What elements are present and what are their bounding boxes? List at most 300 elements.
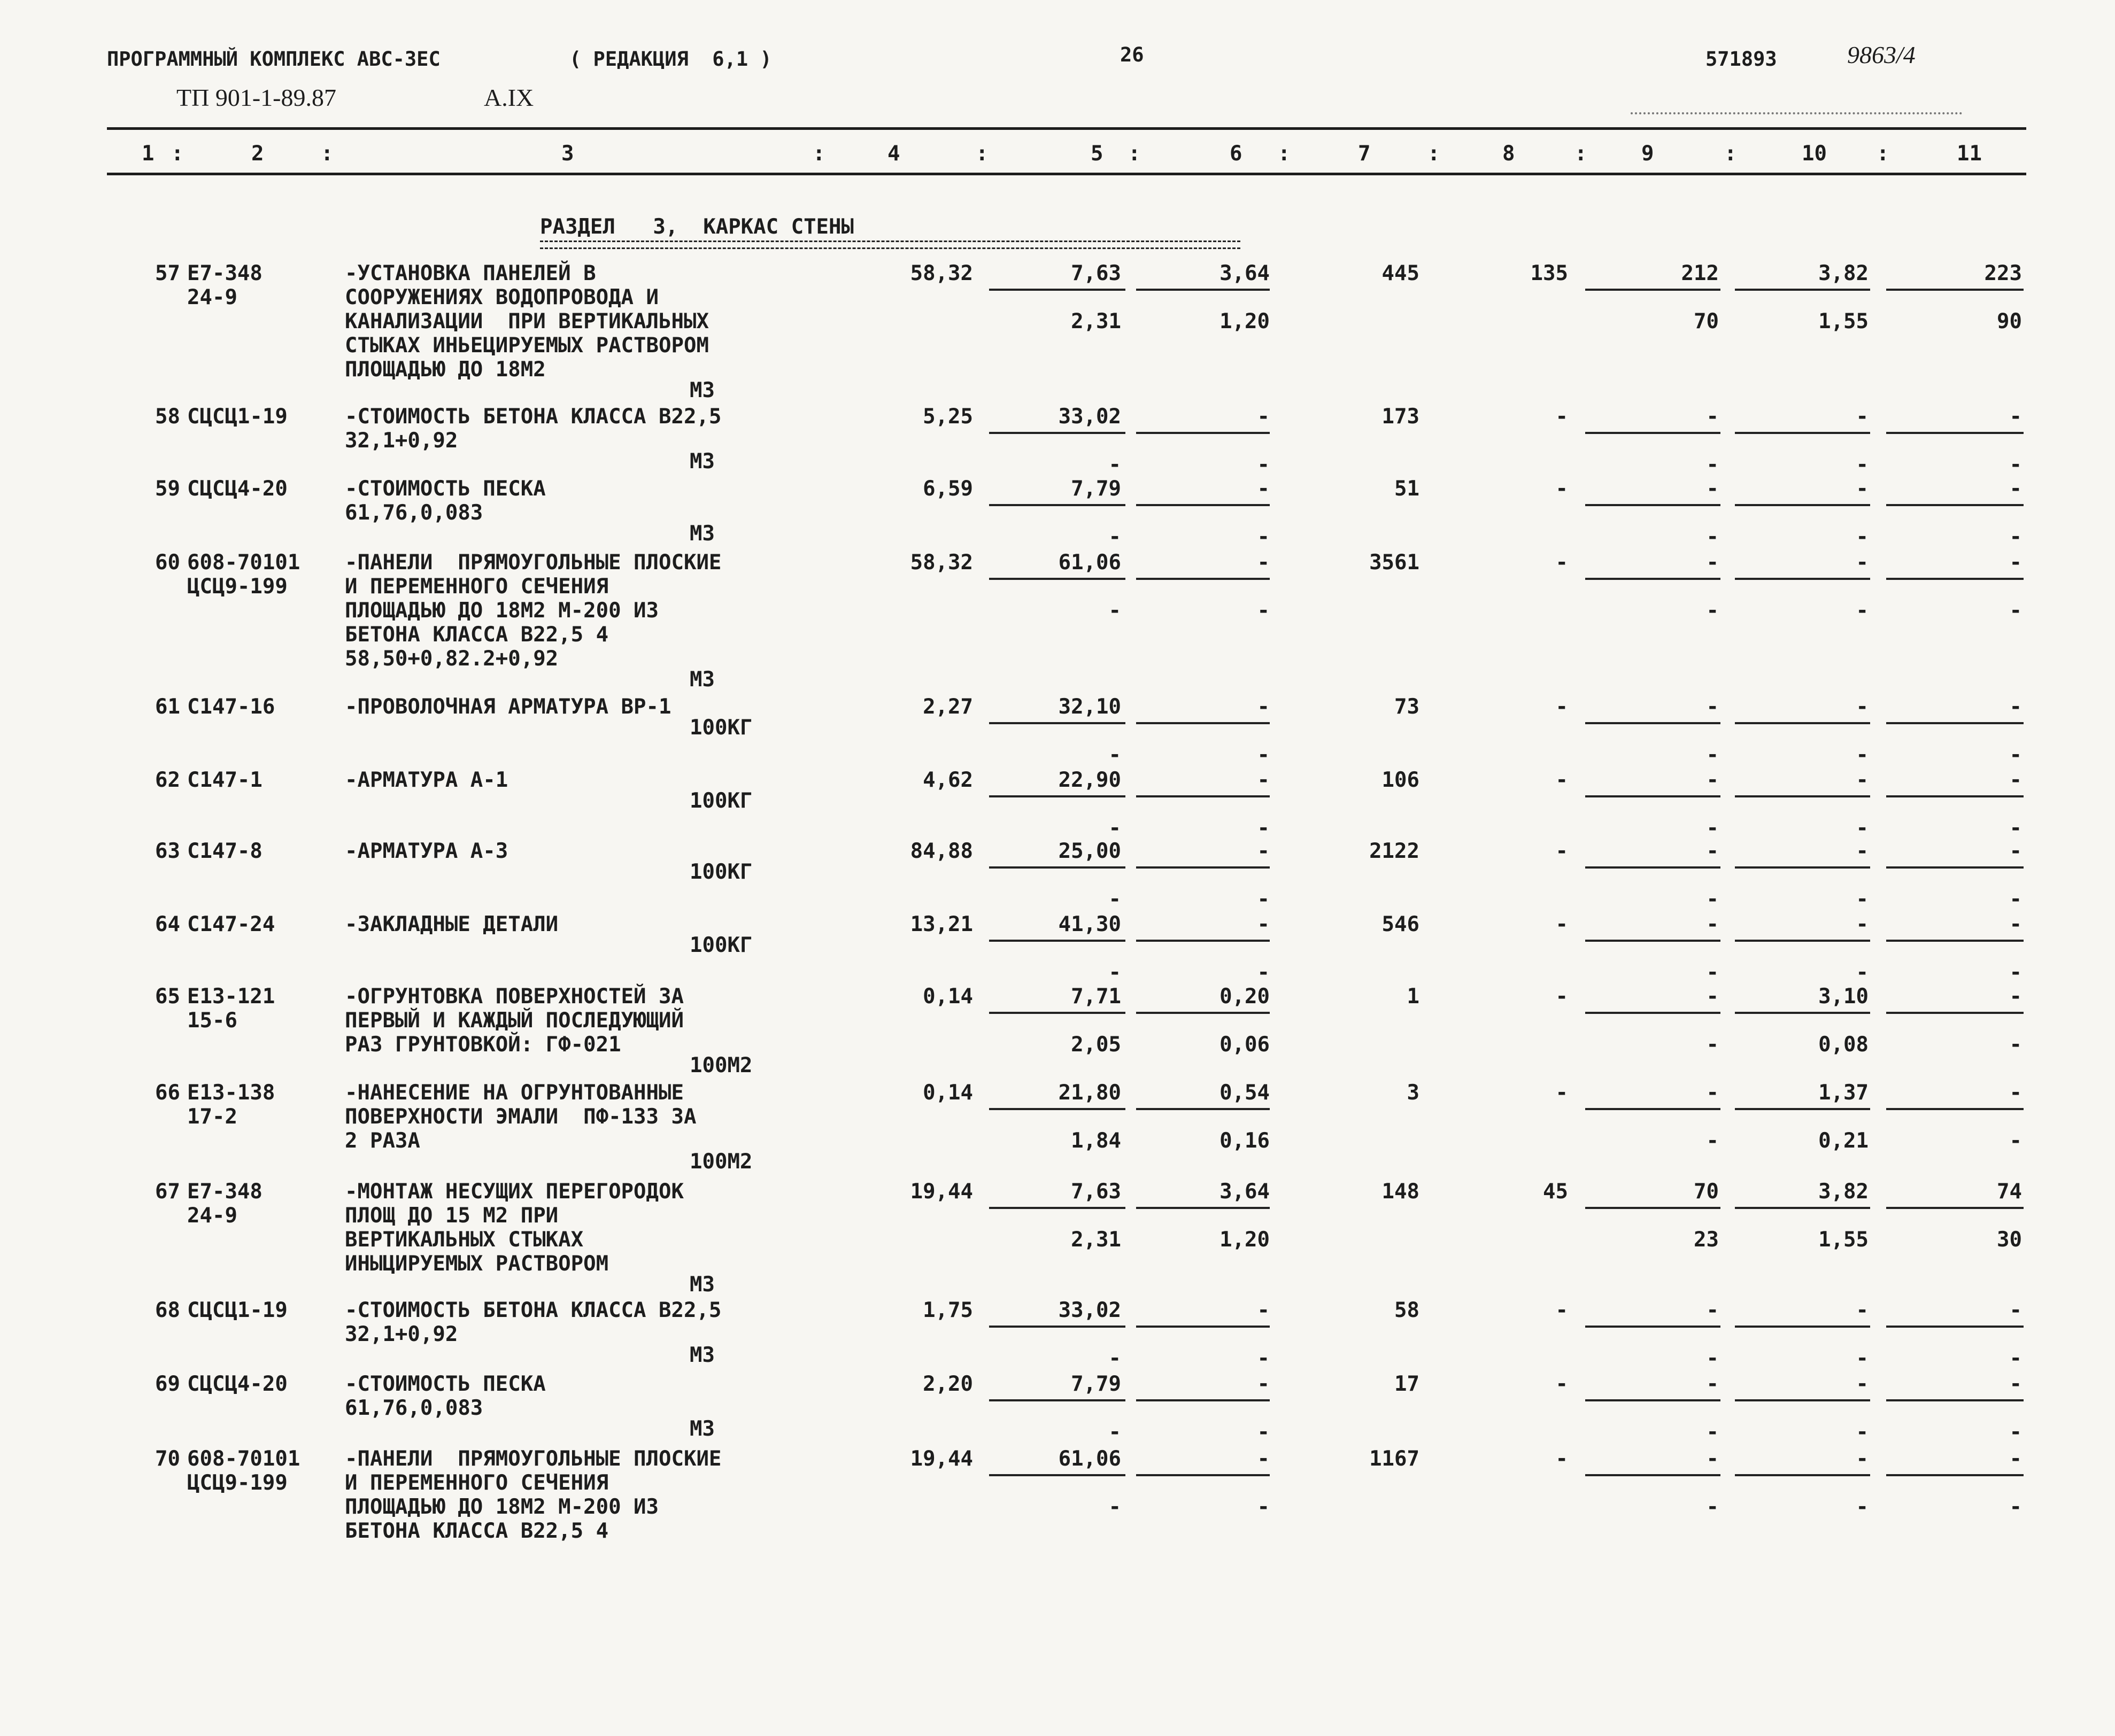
row-c9-fraction-line xyxy=(1585,1012,1720,1014)
row-qty: 0,14 xyxy=(923,985,973,1009)
row-c10-bottom: - xyxy=(1856,525,1869,549)
row-description: РАЗ ГРУНТОВКОЙ: ГФ-021 xyxy=(345,1033,621,1057)
row-c10-top: - xyxy=(1856,405,1869,429)
row-c6-top: 0,20 xyxy=(1219,985,1270,1009)
row-c10-fraction-line xyxy=(1735,722,1870,724)
row-col7: 1 xyxy=(1407,985,1419,1009)
row-c11-fraction-line xyxy=(1886,1012,2024,1014)
row-c11-fraction-line xyxy=(1886,1108,2024,1110)
column-number: 10 xyxy=(1802,142,1827,166)
row-c9-bottom: - xyxy=(1706,960,1719,985)
row-col7: 148 xyxy=(1381,1180,1419,1204)
column-number: 3 xyxy=(561,142,574,166)
project-code: ТП 901-1-89.87 xyxy=(176,84,336,111)
row-col8: - xyxy=(1555,912,1568,936)
row-c10-bottom: - xyxy=(1856,960,1869,985)
row-description: 58,50+0,82.2+0,92 xyxy=(345,647,559,671)
row-c10-top: - xyxy=(1856,768,1869,792)
row-c10-bottom: - xyxy=(1856,599,1869,623)
row-code: Е13-121 xyxy=(187,985,275,1009)
row-c5-bottom: 2,05 xyxy=(1071,1033,1121,1057)
row-description: -ОГРУНТОВКА ПОВЕРХНОСТЕЙ ЗА xyxy=(345,985,684,1009)
row-code: С147-16 xyxy=(187,695,275,719)
row-c10-bottom: 0,08 xyxy=(1818,1033,1869,1057)
row-qty: 19,44 xyxy=(910,1447,973,1471)
row-c6-fraction-line xyxy=(1136,1326,1270,1328)
row-c5-top: 7,63 xyxy=(1071,1180,1121,1204)
row-col7: 546 xyxy=(1381,912,1419,936)
row-number: 66 xyxy=(155,1081,180,1105)
row-c5-bottom: - xyxy=(1108,599,1121,623)
row-c10-top: - xyxy=(1856,695,1869,719)
row-qty: 2,20 xyxy=(923,1372,973,1396)
row-c11-bottom: - xyxy=(2009,525,2022,549)
column-number: 8 xyxy=(1502,142,1515,166)
column-number: 5 xyxy=(1091,142,1103,166)
row-c5-fraction-line xyxy=(989,578,1125,580)
row-description: 32,1+0,92 xyxy=(345,1322,458,1346)
row-unit: М3 xyxy=(690,1343,715,1367)
row-c10-top: - xyxy=(1856,912,1869,936)
row-c10-bottom: 1,55 xyxy=(1818,309,1869,334)
row-c6-top: - xyxy=(1257,695,1270,719)
row-description: ПЛОЩАДЬЮ ДО 18М2 М-200 ИЗ xyxy=(345,599,659,623)
row-code: ЦСЦ9-199 xyxy=(187,575,288,599)
row-description: ПЕРВЫЙ И КАЖДЫЙ ПОСЛЕДУЮЩИЙ xyxy=(345,1009,684,1033)
row-c5-fraction-line xyxy=(989,722,1125,724)
row-col7: 3561 xyxy=(1369,551,1419,575)
column-number: 7 xyxy=(1358,142,1371,166)
row-c6-fraction-line xyxy=(1136,1399,1270,1401)
row-c5-fraction-line xyxy=(989,1474,1125,1476)
row-qty: 58,32 xyxy=(910,551,973,575)
row-c6-fraction-line xyxy=(1136,866,1270,869)
row-c10-fraction-line xyxy=(1735,940,1870,942)
row-description: -СТОИМОСТЬ ПЕСКА xyxy=(345,1372,546,1396)
column-separator: : xyxy=(1278,142,1291,166)
row-c10-top: - xyxy=(1856,1372,1869,1396)
row-c11-fraction-line xyxy=(1886,1207,2024,1209)
row-code: 608-70101 xyxy=(187,551,300,575)
column-number: 2 xyxy=(251,142,264,166)
row-c9-top: - xyxy=(1706,405,1719,429)
column-number: 1 xyxy=(142,142,155,166)
row-c6-bottom: - xyxy=(1257,525,1270,549)
row-c11-top: - xyxy=(2009,1372,2022,1396)
row-number: 60 xyxy=(155,551,180,575)
row-c10-fraction-line xyxy=(1735,1326,1870,1328)
edition: ( РЕДАКЦИЯ 6,1 ) xyxy=(569,48,772,71)
row-c9-top: - xyxy=(1706,695,1719,719)
row-c6-bottom: - xyxy=(1257,887,1270,911)
row-c6-top: - xyxy=(1257,551,1270,575)
row-qty: 84,88 xyxy=(910,839,973,863)
row-unit: М3 xyxy=(690,668,715,692)
row-c5-bottom: - xyxy=(1108,1346,1121,1370)
row-c9-fraction-line xyxy=(1585,289,1720,291)
row-c6-fraction-line xyxy=(1136,432,1270,434)
column-number: 11 xyxy=(1957,142,1982,166)
row-c9-fraction-line xyxy=(1585,1399,1720,1401)
row-c6-bottom: 0,06 xyxy=(1219,1033,1270,1057)
row-col7: 1167 xyxy=(1369,1447,1419,1471)
row-code: 24-9 xyxy=(187,285,237,309)
row-description: -СТОИМОСТЬ БЕТОНА КЛАССА В22,5 xyxy=(345,405,722,429)
row-c11-fraction-line xyxy=(1886,504,2024,506)
row-code: Е13-138 xyxy=(187,1081,275,1105)
row-col7: 17 xyxy=(1394,1372,1419,1396)
column-separator: : xyxy=(1724,142,1737,166)
row-c6-fraction-line xyxy=(1136,289,1270,291)
row-c9-top: - xyxy=(1706,1298,1719,1322)
row-c5-fraction-line xyxy=(989,940,1125,942)
row-c9-fraction-line xyxy=(1585,722,1720,724)
row-c5-top: 61,06 xyxy=(1058,551,1121,575)
row-c11-top: - xyxy=(2009,695,2022,719)
row-c6-fraction-line xyxy=(1136,795,1270,797)
row-c6-top: 3,64 xyxy=(1219,261,1270,285)
row-code: С147-8 xyxy=(187,839,263,863)
row-col8: - xyxy=(1555,551,1568,575)
row-c5-top: 7,63 xyxy=(1071,261,1121,285)
row-number: 59 xyxy=(155,477,180,501)
row-c10-bottom: - xyxy=(1856,453,1869,477)
row-description: -ЗАКЛАДНЫЕ ДЕТАЛИ xyxy=(345,912,559,936)
row-description: БЕТОНА КЛАССА В22,5 4 xyxy=(345,1519,609,1543)
row-c9-top: - xyxy=(1706,1081,1719,1105)
row-description: -МОНТАЖ НЕСУЩИХ ПЕРЕГОРОДОК xyxy=(345,1180,684,1204)
row-c11-top: - xyxy=(2009,405,2022,429)
row-c9-bottom: - xyxy=(1706,453,1719,477)
row-description: -АРМАТУРА А-1 xyxy=(345,768,508,792)
row-number: 65 xyxy=(155,985,180,1009)
row-description: ПЛОЩ ДО 15 М2 ПРИ xyxy=(345,1204,559,1228)
row-code: ЦСЦ9-199 xyxy=(187,1471,288,1495)
row-col7: 58 xyxy=(1394,1298,1419,1322)
row-c5-bottom: - xyxy=(1108,887,1121,911)
row-description: ПЛОЩАДЬЮ ДО 18М2 xyxy=(345,358,546,382)
row-c6-bottom: - xyxy=(1257,1420,1270,1444)
row-c9-bottom: - xyxy=(1706,887,1719,911)
row-c11-top: - xyxy=(2009,1447,2022,1471)
dotted-line xyxy=(1631,112,1962,114)
row-c5-fraction-line xyxy=(989,795,1125,797)
row-description: ПОВЕРХНОСТИ ЭМАЛИ ПФ-133 ЗА xyxy=(345,1105,697,1129)
row-c6-fraction-line xyxy=(1136,1108,1270,1110)
row-c5-fraction-line xyxy=(989,1207,1125,1209)
row-description: -ПАНЕЛИ ПРЯМОУГОЛЬНЫЕ ПЛОСКИЕ xyxy=(345,551,722,575)
row-c10-fraction-line xyxy=(1735,578,1870,580)
row-c11-fraction-line xyxy=(1886,1326,2024,1328)
row-c6-top: - xyxy=(1257,1298,1270,1322)
row-c10-fraction-line xyxy=(1735,504,1870,506)
row-c6-fraction-line xyxy=(1136,940,1270,942)
row-unit: М3 xyxy=(690,1417,715,1441)
row-c10-bottom: - xyxy=(1856,1495,1869,1519)
row-unit: 100КГ xyxy=(690,716,753,740)
row-description: И ПЕРЕМЕННОГО СЕЧЕНИЯ xyxy=(345,575,609,599)
row-description: -УСТАНОВКА ПАНЕЛЕЙ В xyxy=(345,261,596,285)
column-separator: : xyxy=(321,142,334,166)
row-c10-bottom: - xyxy=(1856,1346,1869,1370)
row-c5-bottom: - xyxy=(1108,816,1121,840)
row-description: КАНАЛИЗАЦИИ ПРИ ВЕРТИКАЛЬНЫХ xyxy=(345,309,709,334)
row-c5-top: 33,02 xyxy=(1058,1298,1121,1322)
row-c9-fraction-line xyxy=(1585,1474,1720,1476)
row-c6-bottom: - xyxy=(1257,599,1270,623)
row-c10-bottom: - xyxy=(1856,816,1869,840)
row-c9-bottom: - xyxy=(1706,525,1719,549)
row-c11-top: - xyxy=(2009,1298,2022,1322)
row-c11-bottom: - xyxy=(2009,960,2022,985)
row-c9-fraction-line xyxy=(1585,795,1720,797)
row-c9-bottom: 70 xyxy=(1694,309,1719,334)
row-c9-fraction-line xyxy=(1585,432,1720,434)
row-c11-fraction-line xyxy=(1886,289,2024,291)
row-c9-top: 212 xyxy=(1681,261,1719,285)
column-number: 4 xyxy=(887,142,900,166)
row-c6-bottom: - xyxy=(1257,1346,1270,1370)
row-c5-fraction-line xyxy=(989,1108,1125,1110)
row-code: Е7-348 xyxy=(187,1180,263,1204)
row-col7: 73 xyxy=(1394,695,1419,719)
row-c10-top: - xyxy=(1856,477,1869,501)
row-c9-bottom: - xyxy=(1706,1420,1719,1444)
row-qty: 13,21 xyxy=(910,912,973,936)
row-c9-top: - xyxy=(1706,477,1719,501)
column-separator: : xyxy=(976,142,989,166)
row-c5-fraction-line xyxy=(989,1326,1125,1328)
row-c11-bottom: - xyxy=(2009,1129,2022,1153)
row-c9-fraction-line xyxy=(1585,940,1720,942)
row-c10-top: 3,82 xyxy=(1818,261,1869,285)
row-c10-fraction-line xyxy=(1735,1399,1870,1401)
row-c5-top: 22,90 xyxy=(1058,768,1121,792)
row-c9-fraction-line xyxy=(1585,578,1720,580)
row-c5-bottom: 1,84 xyxy=(1071,1129,1121,1153)
row-description: 61,76,0,083 xyxy=(345,501,483,525)
row-c9-fraction-line xyxy=(1585,866,1720,869)
row-c9-top: - xyxy=(1706,1447,1719,1471)
row-qty: 0,14 xyxy=(923,1081,973,1105)
row-c6-fraction-line xyxy=(1136,722,1270,724)
row-number: 64 xyxy=(155,912,180,936)
row-col8: - xyxy=(1555,477,1568,501)
row-c9-bottom: - xyxy=(1706,1346,1719,1370)
row-description: -СТОИМОСТЬ ПЕСКА xyxy=(345,477,546,501)
row-code: С147-1 xyxy=(187,768,263,792)
row-c6-fraction-line xyxy=(1136,1207,1270,1209)
row-qty: 6,59 xyxy=(923,477,973,501)
row-code: Е7-348 xyxy=(187,261,263,285)
row-c9-top: - xyxy=(1706,768,1719,792)
row-c10-fraction-line xyxy=(1735,1474,1870,1476)
row-c5-bottom: - xyxy=(1108,1420,1121,1444)
row-number: 68 xyxy=(155,1298,180,1322)
row-c10-fraction-line xyxy=(1735,866,1870,869)
row-description: И ПЕРЕМЕННОГО СЕЧЕНИЯ xyxy=(345,1471,609,1495)
row-unit: 100КГ xyxy=(690,933,753,957)
row-col7: 106 xyxy=(1381,768,1419,792)
row-c5-fraction-line xyxy=(989,1399,1125,1401)
row-unit: М3 xyxy=(690,449,715,474)
row-c5-top: 7,71 xyxy=(1071,985,1121,1009)
row-c9-top: 70 xyxy=(1694,1180,1719,1204)
row-c6-fraction-line xyxy=(1136,1012,1270,1014)
row-c6-top: 0,54 xyxy=(1219,1081,1270,1105)
row-c5-top: 25,00 xyxy=(1058,839,1121,863)
row-c5-top: 7,79 xyxy=(1071,1372,1121,1396)
page-number: 26 xyxy=(1120,43,1144,66)
row-c11-bottom: - xyxy=(2009,1346,2022,1370)
row-description: -НАНЕСЕНИЕ НА ОГРУНТОВАННЫЕ xyxy=(345,1081,684,1105)
row-description: -ПАНЕЛИ ПРЯМОУГОЛЬНЫЕ ПЛОСКИЕ xyxy=(345,1447,722,1471)
row-c9-top: - xyxy=(1706,985,1719,1009)
row-col7: 3 xyxy=(1407,1081,1419,1105)
row-c9-bottom: - xyxy=(1706,743,1719,767)
row-c11-top: - xyxy=(2009,768,2022,792)
column-number: 6 xyxy=(1230,142,1242,166)
row-description: -СТОИМОСТЬ БЕТОНА КЛАССА В22,5 xyxy=(345,1298,722,1322)
row-c10-top: - xyxy=(1856,1298,1869,1322)
row-c10-top: - xyxy=(1856,839,1869,863)
row-description: 2 РАЗА xyxy=(345,1129,420,1153)
row-number: 61 xyxy=(155,695,180,719)
row-c11-top: 223 xyxy=(1984,261,2022,285)
row-unit: М3 xyxy=(690,1273,715,1297)
row-unit: 100М2 xyxy=(690,1150,753,1174)
row-c6-bottom: 0,16 xyxy=(1219,1129,1270,1153)
row-c11-bottom: - xyxy=(2009,887,2022,911)
row-c9-top: - xyxy=(1706,839,1719,863)
row-c5-bottom: - xyxy=(1108,960,1121,985)
row-description: -АРМАТУРА А-3 xyxy=(345,839,508,863)
row-code: 24-9 xyxy=(187,1204,237,1228)
row-c10-top: 1,37 xyxy=(1818,1081,1869,1105)
row-c10-bottom: - xyxy=(1856,1420,1869,1444)
row-c5-bottom: 2,31 xyxy=(1071,1228,1121,1252)
row-qty: 58,32 xyxy=(910,261,973,285)
row-code: СЦСЦ4-20 xyxy=(187,1372,288,1396)
row-code: СЦСЦ4-20 xyxy=(187,477,288,501)
row-c6-top: - xyxy=(1257,1447,1270,1471)
row-c11-top: - xyxy=(2009,839,2022,863)
row-c10-top: 3,82 xyxy=(1818,1180,1869,1204)
row-c10-top: - xyxy=(1856,551,1869,575)
row-c9-top: - xyxy=(1706,912,1719,936)
row-c5-top: 33,02 xyxy=(1058,405,1121,429)
row-c9-bottom: - xyxy=(1706,1033,1719,1057)
row-c10-top: 3,10 xyxy=(1818,985,1869,1009)
row-c9-bottom: - xyxy=(1706,1129,1719,1153)
row-c5-bottom: 2,31 xyxy=(1071,309,1121,334)
row-c11-top: 74 xyxy=(1997,1180,2022,1204)
row-c5-fraction-line xyxy=(989,289,1125,291)
row-c9-fraction-line xyxy=(1585,1326,1720,1328)
row-c5-bottom: - xyxy=(1108,453,1121,477)
row-c10-fraction-line xyxy=(1735,1012,1870,1014)
row-col8: 135 xyxy=(1530,261,1568,285)
handwritten-ref: 9863/4 xyxy=(1847,41,1916,68)
row-qty: 5,25 xyxy=(923,405,973,429)
row-col8: 45 xyxy=(1543,1180,1568,1204)
row-number: 58 xyxy=(155,405,180,429)
row-c6-top: - xyxy=(1257,477,1270,501)
row-c5-bottom: - xyxy=(1108,1495,1121,1519)
row-code: С147-24 xyxy=(187,912,275,936)
row-c11-fraction-line xyxy=(1886,1474,2024,1476)
row-c11-fraction-line xyxy=(1886,940,2024,942)
row-c10-fraction-line xyxy=(1735,432,1870,434)
row-c5-bottom: - xyxy=(1108,525,1121,549)
row-c6-bottom: - xyxy=(1257,1495,1270,1519)
row-c6-top: - xyxy=(1257,839,1270,863)
row-c9-top: - xyxy=(1706,551,1719,575)
row-col7: 173 xyxy=(1381,405,1419,429)
row-c11-bottom: - xyxy=(2009,1033,2022,1057)
program-name: ПРОГРАММНЫЙ КОМПЛЕКС АВС-3ЕС xyxy=(107,48,441,71)
row-c11-bottom: 30 xyxy=(1997,1228,2022,1252)
row-c10-bottom: - xyxy=(1856,743,1869,767)
row-col7: 445 xyxy=(1381,261,1419,285)
row-qty: 1,75 xyxy=(923,1298,973,1322)
column-number: 9 xyxy=(1641,142,1654,166)
row-unit: М3 xyxy=(690,522,715,546)
row-c6-top: - xyxy=(1257,1372,1270,1396)
doc-number: 571893 xyxy=(1705,48,1777,71)
row-col8: - xyxy=(1555,985,1568,1009)
row-col7: 2122 xyxy=(1369,839,1419,863)
row-c6-top: - xyxy=(1257,405,1270,429)
row-description: ВЕРТИКАЛЬНЫХ СТЫКАХ xyxy=(345,1228,584,1252)
row-c6-bottom: - xyxy=(1257,743,1270,767)
section-underline xyxy=(540,241,1240,249)
row-c6-fraction-line xyxy=(1136,1474,1270,1476)
header-rule-bottom xyxy=(107,173,2026,175)
row-c10-top: - xyxy=(1856,1447,1869,1471)
row-c11-bottom: - xyxy=(2009,1420,2022,1444)
row-c11-bottom: - xyxy=(2009,816,2022,840)
row-c5-top: 61,06 xyxy=(1058,1447,1121,1471)
album-code: А.IX xyxy=(484,84,534,111)
row-c11-fraction-line xyxy=(1886,722,2024,724)
row-col8: - xyxy=(1555,839,1568,863)
row-c9-bottom: 23 xyxy=(1694,1228,1719,1252)
column-separator: : xyxy=(1427,142,1440,166)
row-c11-fraction-line xyxy=(1886,866,2024,869)
row-c9-bottom: - xyxy=(1706,816,1719,840)
row-description: ПЛОЩАДЬЮ ДО 18М2 М-200 ИЗ xyxy=(345,1495,659,1519)
row-c11-top: - xyxy=(2009,1081,2022,1105)
row-description: 32,1+0,92 xyxy=(345,429,458,453)
row-c6-bottom: - xyxy=(1257,453,1270,477)
row-c11-bottom: - xyxy=(2009,1495,2022,1519)
row-c5-fraction-line xyxy=(989,504,1125,506)
row-c6-fraction-line xyxy=(1136,504,1270,506)
row-c9-fraction-line xyxy=(1585,504,1720,506)
row-c6-top: - xyxy=(1257,912,1270,936)
row-c6-fraction-line xyxy=(1136,578,1270,580)
row-unit: 100КГ xyxy=(690,860,753,884)
row-c10-bottom: 1,55 xyxy=(1818,1228,1869,1252)
row-c6-bottom: - xyxy=(1257,960,1270,985)
row-number: 62 xyxy=(155,768,180,792)
row-c5-top: 41,30 xyxy=(1058,912,1121,936)
row-description: СТЫКАХ ИНЬЕЦИРУЕМЫХ РАСТВОРОМ xyxy=(345,334,709,358)
row-c11-fraction-line xyxy=(1886,795,2024,797)
row-c11-top: - xyxy=(2009,477,2022,501)
row-c11-bottom: - xyxy=(2009,599,2022,623)
